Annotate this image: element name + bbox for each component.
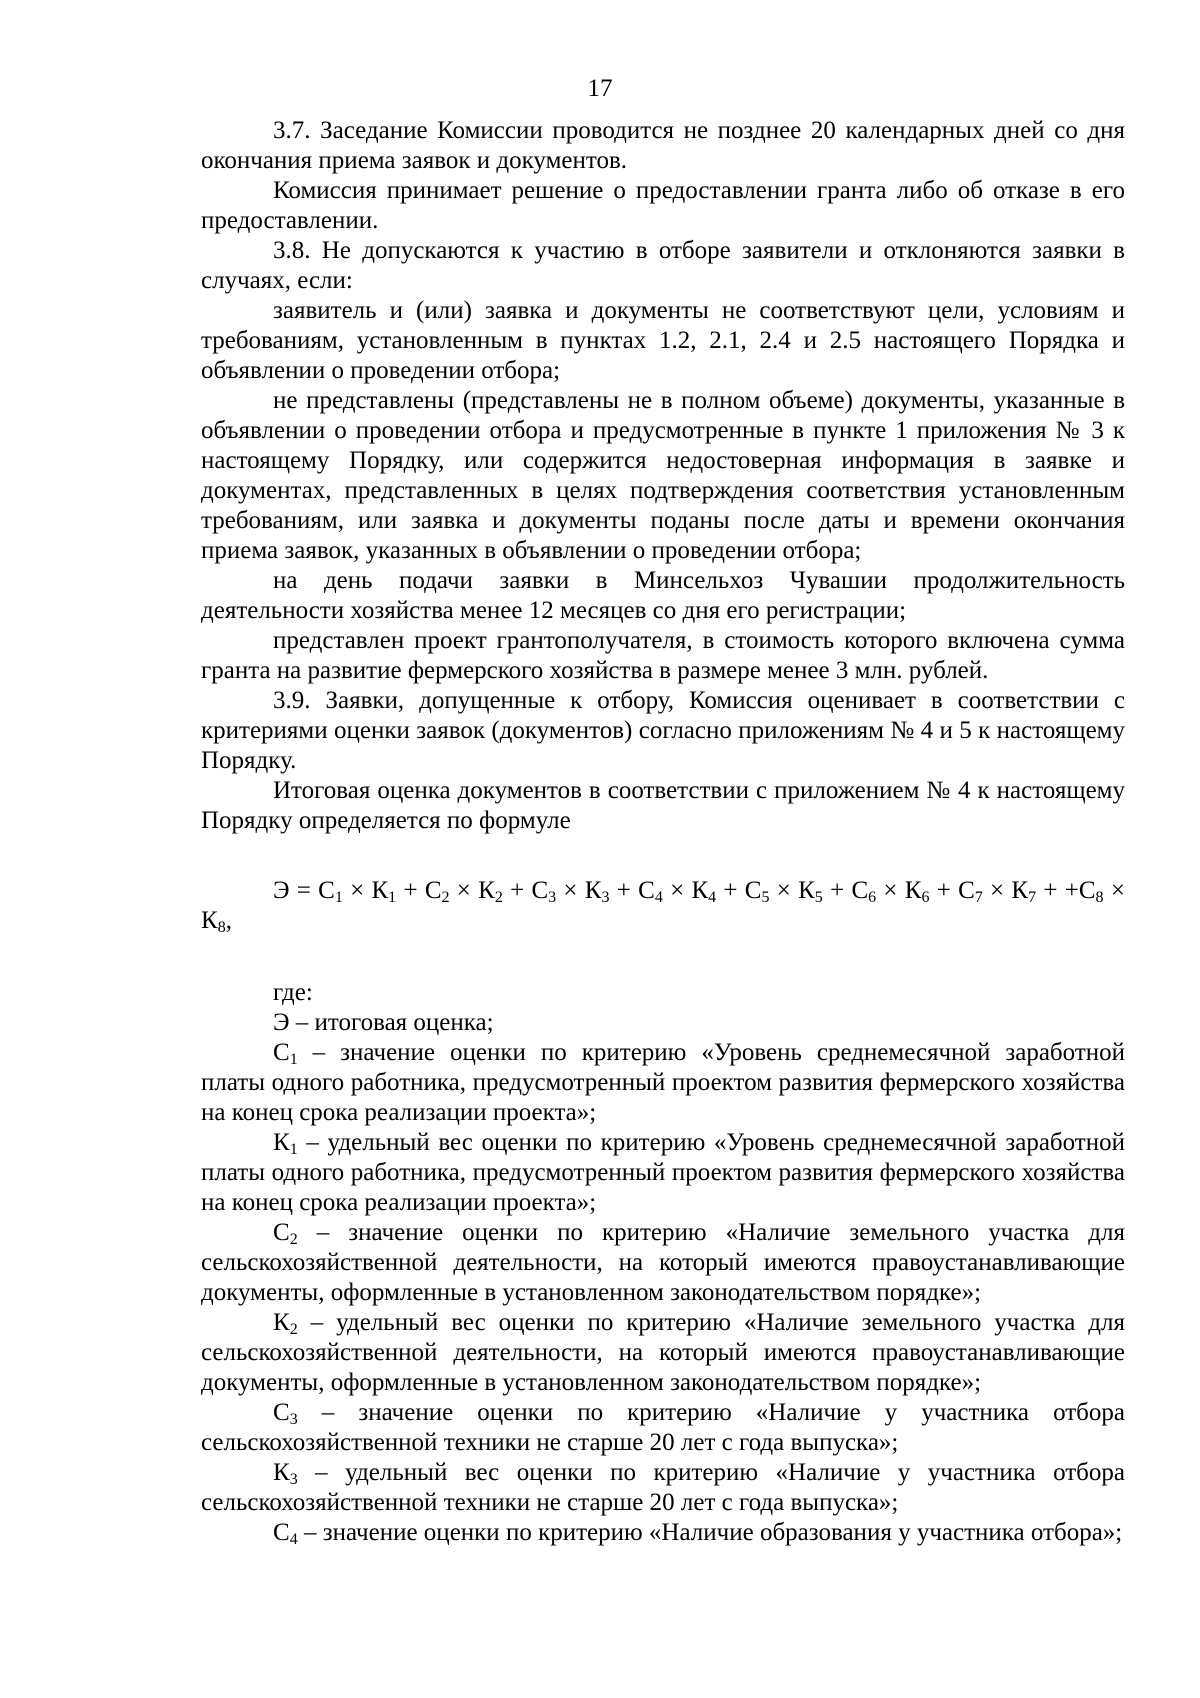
text-run: представлен проект грантополучателя, в стоимость которого включена сумма гранта на развитие фермерского хозяйства в размере менее 3 млн. рублей. xyxy=(201,627,1125,684)
paragraph xyxy=(201,978,1125,1008)
subscript: 2 xyxy=(289,1231,298,1248)
text-run: К xyxy=(273,1459,290,1486)
page-number: 17 xyxy=(587,75,613,102)
subscript: 6 xyxy=(868,889,877,906)
subscript: 8 xyxy=(1095,889,1104,906)
text-run: × К xyxy=(201,877,1125,934)
subscript: 2 xyxy=(494,889,503,906)
formula xyxy=(201,876,1125,936)
text-run: – удельный вес оценки по критерию «Наличие у участника отбора сельскохозяйственной техники не старше 20 лет с года выпуска»; xyxy=(201,1459,1125,1516)
text-run: – удельный вес оценки по критерию «Наличие земельного участка для сельскохозяйственной деятельности, на который имеются правоустанавливающие документы, оформленные в установленном законодательством порядке»; xyxy=(201,1309,1125,1396)
text-run: – значение оценки по критерию «Наличие у участника отбора сельскохозяйственной техники не старше 20 лет с года выпуска»; xyxy=(201,1399,1125,1456)
text-run: на день подачи заявки в Минсельхоз Чувашии продолжительность деятельности хозяйства менее 12 месяцев со дня его регистрации; xyxy=(201,567,1125,624)
paragraph xyxy=(201,176,1125,236)
text-run: заявитель и (или) заявка и документы не соответствуют цели, условиям и требованиям, установленным в пунктах 1.2, 2.1, 2.4 и 2.5 настоящего Порядка и объявлении о проведении отбора; xyxy=(201,297,1125,384)
text-run: где: xyxy=(273,979,313,1006)
text-run: + С xyxy=(822,877,869,904)
text-run: – удельный вес оценки по критерию «Уровень среднемесячной заработной платы одного работника, предусмотренный проектом развития фермерского хозяйства на конец срока реализации проекта»; xyxy=(201,1129,1125,1216)
subscript: 2 xyxy=(289,1321,298,1338)
subscript: 8 xyxy=(217,919,226,936)
text-run: + С xyxy=(609,877,655,904)
text-run: – значение оценки по критерию «Наличие образования у участника отбора»; xyxy=(297,1519,1123,1546)
paragraph xyxy=(201,116,1125,176)
text-run: , xyxy=(225,907,232,934)
text-run: × К xyxy=(982,877,1029,904)
text-run: × К xyxy=(769,877,815,904)
text-run: К xyxy=(273,1309,290,1336)
text-run: С xyxy=(273,1219,290,1246)
paragraph xyxy=(201,386,1125,566)
text-run: С xyxy=(273,1519,290,1546)
paragraph xyxy=(201,686,1125,776)
text-run: 3.9. Заявки, допущенные к отбору, Комиссия оценивает в соответствии с критериями оценки заявок (документов) согласно приложениям № 4 и 5 к настоящему Порядку. xyxy=(201,687,1125,774)
subscript: 1 xyxy=(289,1051,298,1068)
text-run: Э = С xyxy=(273,877,335,904)
subscript: 4 xyxy=(708,889,717,906)
text-run: не представлены (представлены не в полном объеме) документы, указанные в объявлении о проведении отбора и предусмотренные в пункте 1 приложения № 3 к настоящему Порядку, или содержится недостоверная информация в заявке и документах, представленных в целях подтверждения соответствия установленным требованиям, или заявка и документы поданы после даты и времени окончания приема заявок, указанных в объявлении о проведении отбора; xyxy=(201,387,1125,564)
paragraph xyxy=(201,566,1125,626)
subscript: 5 xyxy=(814,889,823,906)
subscript: 3 xyxy=(289,1411,298,1428)
text-run: К xyxy=(273,1129,290,1156)
subscript: 1 xyxy=(289,1141,298,1158)
subscript: 1 xyxy=(334,889,343,906)
subscript: 3 xyxy=(289,1471,298,1488)
text-run: С xyxy=(273,1399,290,1426)
paragraph xyxy=(201,1308,1125,1398)
text-run: + +С xyxy=(1036,877,1096,904)
paragraph xyxy=(201,776,1125,836)
text-run: + С xyxy=(502,877,549,904)
subscript: 3 xyxy=(548,889,557,906)
paragraph xyxy=(201,626,1125,686)
paragraph xyxy=(201,1038,1125,1128)
text-run: – значение оценки по критерию «Наличие земельного участка для сельскохозяйственной деятельности, на который имеются правоустанавливающие документы, оформленные в установленном законодательством порядке»; xyxy=(201,1219,1125,1306)
document-body xyxy=(201,116,1125,1548)
text-run: × К xyxy=(876,877,922,904)
subscript: 5 xyxy=(761,889,770,906)
text-run: × К xyxy=(556,877,602,904)
text-run: × К xyxy=(449,877,495,904)
text-run: + С xyxy=(929,877,975,904)
text-run: + С xyxy=(716,877,762,904)
paragraph xyxy=(201,236,1125,296)
paragraph xyxy=(201,1398,1125,1458)
text-run: × К xyxy=(342,877,389,904)
text-run: Э – итоговая оценка; xyxy=(273,1009,494,1036)
text-run: Комиссия принимает решение о предоставлении гранта либо об отказе в его предоставлении. xyxy=(201,177,1125,234)
paragraph xyxy=(201,1008,1125,1038)
text-run: + С xyxy=(396,877,442,904)
subscript: 4 xyxy=(654,889,663,906)
paragraph xyxy=(201,1518,1125,1548)
text-run: 3.8. Не допускаются к участию в отборе заявители и отклоняются заявки в случаях, если: xyxy=(201,237,1125,294)
paragraph xyxy=(201,296,1125,386)
subscript: 7 xyxy=(1028,889,1037,906)
subscript: 7 xyxy=(974,889,983,906)
text-run: × К xyxy=(662,877,709,904)
text-run: 3.7. Заседание Комиссии проводится не позднее 20 календарных дней со дня окончания приема заявок и документов. xyxy=(201,117,1125,174)
subscript: 4 xyxy=(289,1531,298,1548)
text-run: Итоговая оценка документов в соответствии с приложением № 4 к настоящему Порядку определяется по формуле xyxy=(201,777,1125,834)
subscript: 1 xyxy=(388,889,397,906)
subscript: 6 xyxy=(921,889,930,906)
text-run: С xyxy=(273,1039,290,1066)
paragraph xyxy=(201,1458,1125,1518)
paragraph xyxy=(201,1218,1125,1308)
paragraph xyxy=(201,1128,1125,1218)
text-run: – значение оценки по критерию «Уровень среднемесячной заработной платы одного работника, предусмотренный проектом развития фермерского хозяйства на конец срока реализации проекта»; xyxy=(201,1039,1125,1126)
subscript: 3 xyxy=(601,889,610,906)
subscript: 2 xyxy=(441,889,450,906)
